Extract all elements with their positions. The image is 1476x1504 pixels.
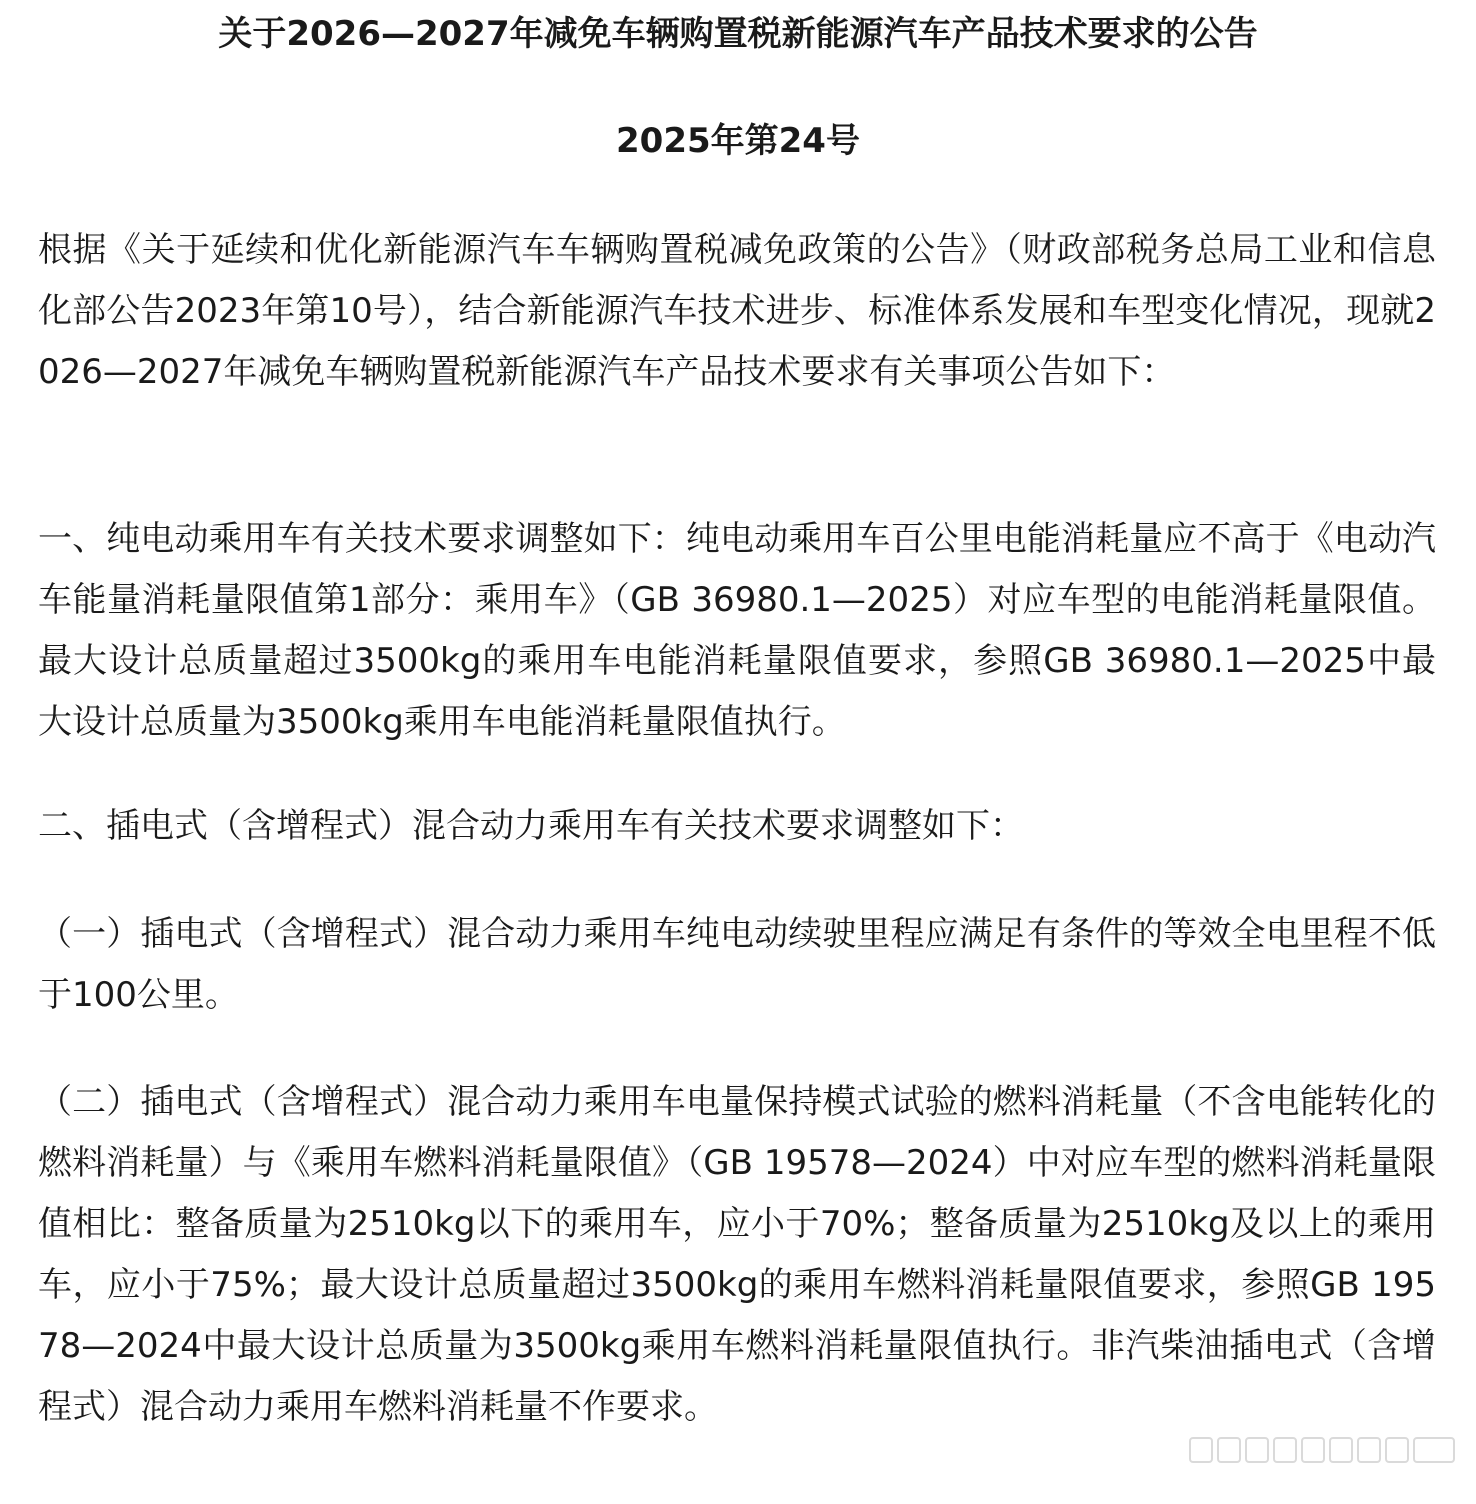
- section-2-heading: 二、插电式（含增程式）混合动力乘用车有关技术要求调整如下：: [38, 806, 1024, 846]
- section-2-item-1-paragraph: （一）插电式（含增程式）混合动力乘用车纯电动续驶里程应满足有条件的等效全电里程不低于100公里。: [38, 914, 1436, 1015]
- intro-paragraph: 根据《关于延续和优化新能源汽车车辆购置税减免政策的公告》（财政部税务总局工业和信息化部公告2023年第10号），结合新能源汽车技术进步、标准体系发展和车型变化情况，现就2026—2027年减免车辆购置税新能源汽车产品技术要求有关事项公告如下：: [38, 230, 1436, 392]
- platform-logo-watermark-icon: [1188, 1434, 1458, 1466]
- section-2-item-2-paragraph: （二）插电式（含增程式）混合动力乘用车电量保持模式试验的燃料消耗量（不含电能转化的燃料消耗量）与《乘用车燃料消耗量限值》（GB 19578—2024）中对应车型的燃料消耗量限值相比：整备质量为2510kg以下的乘用车，应小于70%；整备质量为2510kg及以上的乘用车，应小于75%；最大设计总质量超过3500kg的乘用车燃料消耗量限值要求，参照GB 19578—2024中最大设计总质量为3500kg乘用车燃料消耗量限值执行。非汽柴油插电式（含增程式）混合动力乘用车燃料消耗量不作要求。: [38, 1082, 1436, 1427]
- document-title: 关于2026—2027年减免车辆购置税新能源汽车产品技术要求的公告: [218, 14, 1258, 54]
- section-1-paragraph: 一、纯电动乘用车有关技术要求调整如下：纯电动乘用车百公里电能消耗量应不高于《电动汽车能量消耗量限值第1部分：乘用车》（GB 36980.1—2025）对应车型的电能消耗量限值。最大设计总质量超过3500kg的乘用车电能消耗量限值要求，参照GB 36980.1—2025中最大设计总质量为3500kg乘用车电能消耗量限值执行。: [38, 519, 1436, 742]
- watermark-graphic: [1188, 1434, 1458, 1466]
- document-number: 2025年第24号: [616, 121, 860, 161]
